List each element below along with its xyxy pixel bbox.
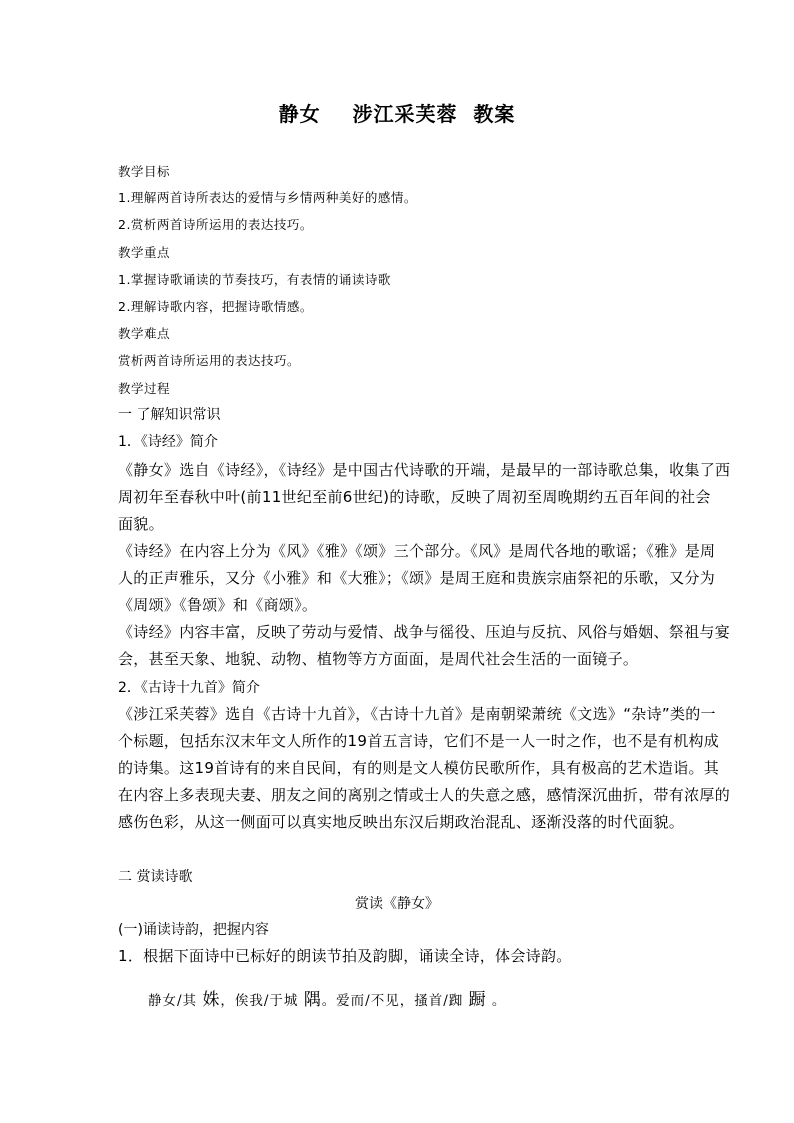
poem-rhyme-1: 姝	[202, 990, 221, 1010]
keypoints-heading: 教学重点	[118, 245, 171, 260]
subheading-gushi: 2．《古诗十九首》简介	[118, 680, 260, 696]
paragraph-4-line-3: 的诗集。这19首诗有的来自民间，有的则是文人模仿民歌所作，具有极高的艺术造诣。其	[118, 759, 720, 777]
paragraph-4-line-1: 《涉江采芙蓉》选自《古诗十九首》，《古诗十九首》是南朝梁萧统《文选》“杂诗”类的一	[118, 705, 716, 723]
poem-part-c: ，俟我/于城	[220, 993, 304, 1009]
paragraph-2-line-2: 人的正声雅乐，又分《小雅》和《大雅》；《颂》是周王庭和贵族宗庙祭祀的乐歌，又分为	[118, 569, 716, 587]
poem-part-e: 。爱而/不见，搔首/踟	[321, 993, 469, 1009]
paragraph-1-line-2: 周初年至春秋中叶(前11世纪至前6世纪)的诗歌，反映了周初至周晚期约五百年间的社会	[118, 488, 711, 506]
paragraph-4-line-5: 感伤色彩，从这一侧面可以真实地反映出东汉后期政治混乱、逐渐没落的时代面貌。	[118, 813, 685, 831]
paragraph-3-line-2: 会，甚至天象、地貌、动物、植物等方方面面，是周代社会生活的一面镜子。	[118, 650, 639, 668]
center-heading: 赏读《静女》	[355, 896, 439, 912]
section-2-heading: 二 赏读诗歌	[118, 869, 193, 885]
poem-rhyme-2: 隅	[303, 990, 322, 1010]
keypoint-1: 1.掌握诗歌诵读的节奏技巧，有表情的诵读诗歌	[118, 272, 391, 287]
difficulty-heading: 教学难点	[118, 326, 171, 341]
objective-2: 2.赏析两首诗所运用的表达技巧。	[118, 217, 313, 232]
subheading-shijing: 1．《诗经》简介	[118, 434, 218, 450]
keypoint-2: 2.理解诗歌内容，把握诗歌情感。	[118, 299, 313, 314]
paragraph-1-line-1: 《静女》选自《诗经》，《诗经》是中国古代诗歌的开端，是最早的一部诗歌总集，收集了西	[118, 461, 731, 479]
poem-part-g: 。	[486, 993, 507, 1009]
section-1-heading: 一 了解知识常识	[118, 407, 221, 423]
subheading-recite: (一)诵读诗韵，把握内容	[118, 922, 269, 938]
task-1: 1．根据下面诗中已标好的朗读节拍及韵脚，诵读全诗，体会诗韵。	[118, 947, 572, 965]
paragraph-3-line-1: 《诗经》内容丰富，反映了劳动与爱情、战争与徭役、压迫与反抗、风俗与婚姻、祭祖与宴	[118, 623, 731, 641]
paragraph-2-line-1: 《诗经》在内容上分为《风》《雅》《颂》三个部分。《风》是周代各地的歌谣；《雅》是周	[118, 542, 716, 560]
paragraph-4-line-4: 在内容上多表现夫妻、朋友之间的离别之情或士人的失意之感，感情深沉曲折，带有浓厚的	[118, 786, 731, 804]
document-title: 静女 涉江采芙蓉 教案	[278, 102, 516, 126]
objectives-heading: 教学目标	[118, 164, 171, 179]
paragraph-4-line-2: 个标题，包括东汉末年文人所作的19首五言诗，它们不是一人一时之作，也不是有机构成	[118, 732, 720, 750]
poem-line	[148, 985, 506, 1010]
objective-1: 1.理解两首诗所表达的爱情与乡情两种美好的感情。	[118, 190, 417, 205]
paragraph-1-line-3: 面貌。	[118, 515, 164, 533]
paragraph-2-line-3: 《周颂》《鲁颂》和《商颂》。	[118, 596, 318, 614]
poem-part-a: 静女/其	[148, 993, 203, 1009]
difficulty-1: 赏析两首诗所运用的表达技巧。	[118, 353, 301, 368]
process-heading: 教学过程	[118, 381, 171, 396]
poem-rhyme-3: 蹰	[468, 990, 487, 1010]
